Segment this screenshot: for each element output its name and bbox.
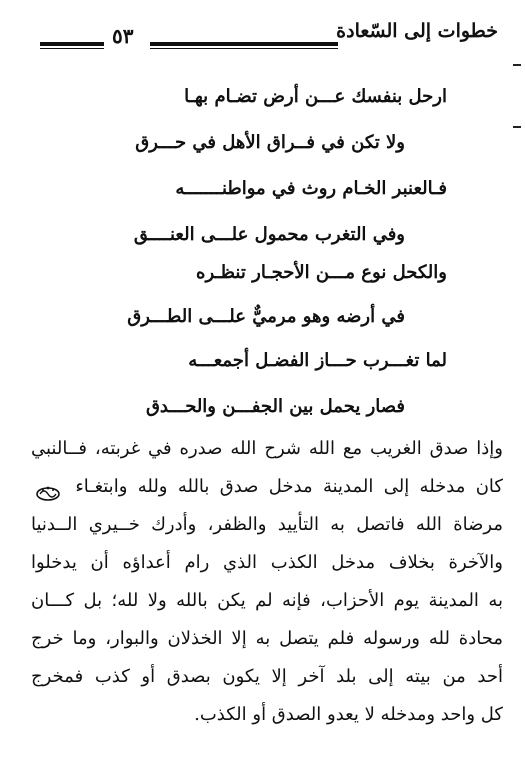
poem-verse: والكحل نوع مـــن الأحجـار تنظـره <box>196 262 447 283</box>
prose-line: كل واحد ومدخله لا يعدو الصدق أو الكذب. <box>194 704 503 725</box>
header-rule-right-thin <box>150 48 338 49</box>
header-rule-left-thin <box>40 48 104 49</box>
poem-verse: فـالعنبر الخـام روث في مواطنـــــــه <box>175 178 447 199</box>
poem-verse: ولا تكن في فــراق الأهل في حـــرق <box>135 132 405 153</box>
prose-line: به المدينة يوم الأحزاب، فإنه لم يكن بالله ولا لله؛ بل كـــان <box>31 590 503 611</box>
header-rule-left <box>40 42 104 46</box>
page-header <box>18 20 498 56</box>
prose-line: أحد من بيته إلى بلد آخر إلا يكون بصدق أو كذب فمخرج <box>31 666 503 687</box>
margin-mark <box>513 126 521 128</box>
prose-line: والآخرة بخلاف مدخل الكذب الذي رام أعداؤه أن يدخلوا <box>31 552 503 573</box>
poem-verse: ارحل بنفسك عـــن أرض تضـام بهـا <box>184 86 447 107</box>
poem-verse: لما تغـــرب حـــاز الفضـل أجمعـــه <box>188 350 447 371</box>
prose-line-text: كان مدخله إلى المدينة مدخل صدق بالله ولله وابتغـاء <box>75 476 503 497</box>
margin-mark <box>513 64 521 66</box>
prose-line: وإذا صدق الغريب مع الله شرح الله صدره في غربته، فــالنبي <box>31 438 503 459</box>
header-title: خطوات إلى السّعادة <box>336 20 498 42</box>
prose-line: مرضاة الله فاتصل به التأييد والظفر، وأدرك خــيري الــدنيا <box>31 514 503 535</box>
header-rule-right <box>150 42 338 46</box>
poem-verse: في أرضه وهو مرميٌّ علـــى الطـــرق <box>127 306 405 327</box>
prose-paragraph <box>31 430 503 734</box>
poem-verse: فصار يحمل بين الجفـــن والحـــدق <box>145 396 405 417</box>
prose-line-with-symbol <box>31 468 503 506</box>
page-number: ٥٣ <box>112 24 134 48</box>
salawat-icon <box>35 478 61 496</box>
poem-verse: وفي التغرب محمول علـــى العنــــق <box>133 224 405 245</box>
prose-line: محادة لله ورسوله فلم يتصل به إلا الخذلان والبوار، وما خرج <box>31 628 503 649</box>
